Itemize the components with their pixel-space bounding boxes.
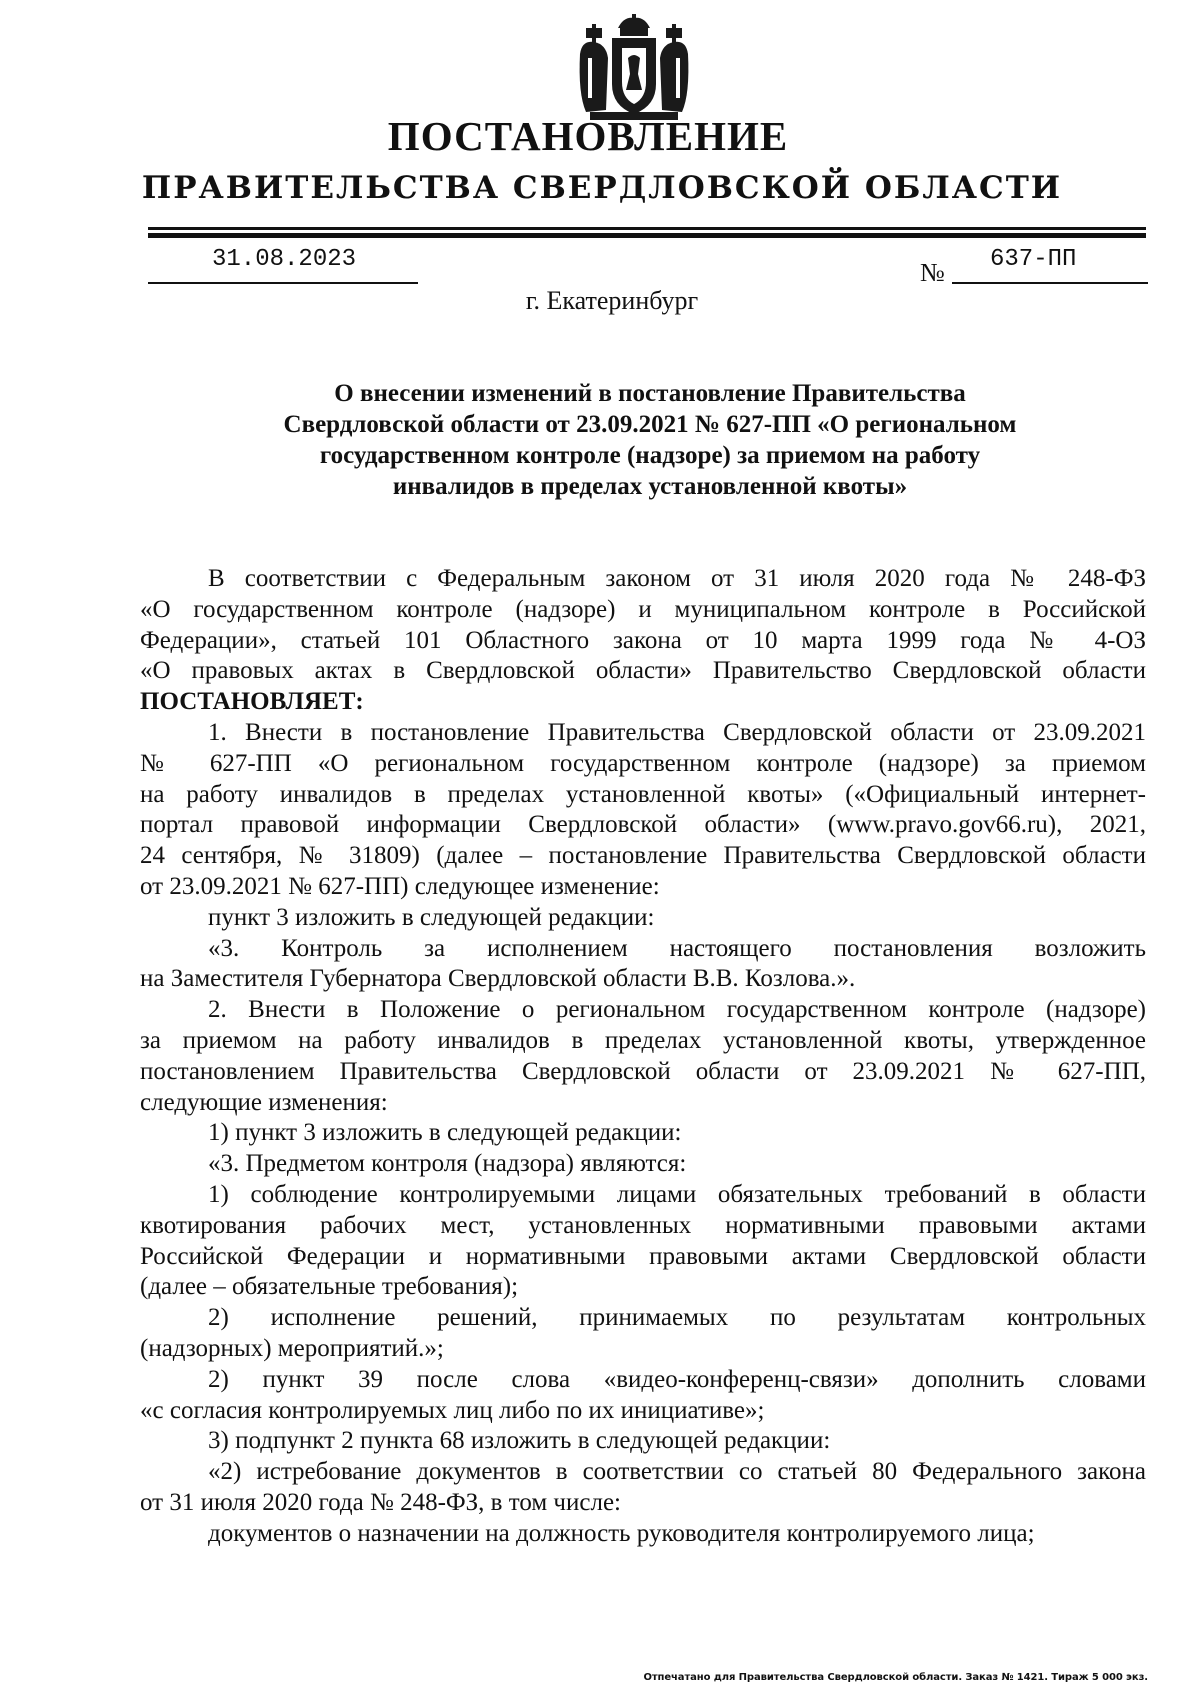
body-line: 2. Внести в Положение о региональном государственном контроле (надзоре): [208, 996, 1146, 1024]
body-line: «О правовых актах в Свердловской области» Правительство Свердловской области: [140, 657, 1146, 685]
heading-line: инвалидов в пределах установленной квоты»: [392, 473, 908, 500]
header-rule-thick: [148, 233, 1146, 238]
body-line: за приемом на работу инвалидов в пределах установленной квоты, утвержденное: [140, 1026, 1146, 1054]
body-line: «3. Предметом контроля (надзора) являются:: [208, 1150, 687, 1178]
body-line-resolves: ПОСТАНОВЛЯЕТ:: [140, 688, 364, 716]
number-underline: [952, 282, 1148, 284]
body-line: следующие изменения:: [140, 1088, 388, 1116]
body-line: от 23.09.2021 № 627-ПП) следующее изменение:: [140, 872, 660, 900]
body-line: от 31 июля 2020 года № 248-ФЗ, в том числе:: [140, 1488, 621, 1516]
body-line: «3. Контроль за исполнением настоящего постановления возложить: [208, 934, 1146, 962]
date-underline: [148, 282, 418, 284]
body-line: «2) истребование документов в соответствии со статьей 80 Федерального закона: [208, 1458, 1146, 1486]
body-line: постановлением Правительства Свердловской области от 23.09.2021 № 627-ПП,: [140, 1057, 1146, 1085]
body-line: Российской Федерации и нормативными правовыми актами Свердловской области: [140, 1242, 1146, 1270]
document-subtitle: ПРАВИТЕЛЬСТВА СВЕРДЛОВСКОЙ ОБЛАСТИ: [141, 170, 1063, 206]
body-line: № 627-ПП «О региональном государственном контроле (надзоре) за приемом: [140, 749, 1146, 777]
body-line: на работу инвалидов в пределах установленной квоты» («Официальный интернет-: [140, 780, 1146, 808]
body-line: (надзорных) мероприятий.»;: [140, 1334, 444, 1362]
document-title: ПОСТАНОВЛЕНИЕ: [387, 113, 789, 159]
body-line: 1. Внести в постановление Правительства Свердловской области от 23.09.2021: [208, 718, 1146, 746]
document-number: 637-ПП: [990, 246, 1077, 273]
body-line: на Заместителя Губернатора Свердловской области В.В. Козлова.».: [140, 965, 856, 993]
body-line: пункт 3 изложить в следующей редакции:: [208, 903, 655, 931]
body-line: «с согласия контролируемых лиц либо по их инициативе»;: [140, 1396, 765, 1424]
body-line: документов о назначении на должность руководителя контролируемого лица;: [208, 1519, 1035, 1547]
number-sign: №: [920, 258, 945, 287]
body-line: «О государственном контроле (надзоре) и муниципальном контроле в Российской: [140, 595, 1146, 623]
document-date: 31.08.2023: [212, 246, 357, 273]
header-rule-thin: [148, 227, 1146, 230]
body-line: 1) пункт 3 изложить в следующей редакции:: [208, 1119, 682, 1147]
document-heading: [150, 378, 1150, 502]
document-city: г. Екатеринбург: [525, 286, 699, 315]
heading-line: О внесении изменений в постановление Правительства: [334, 380, 966, 407]
body-line: 1) соблюдение контролируемыми лицами обязательных требований в области: [208, 1180, 1146, 1208]
body-line: 2) исполнение решений, принимаемых по результатам контрольных: [208, 1304, 1146, 1332]
body-line: 24 сентября, № 31809) (далее – постановление Правительства Свердловской области: [140, 842, 1146, 870]
body-line: 2) пункт 39 после слова «видео-конференц-связи» дополнить словами: [208, 1365, 1146, 1393]
body-line: (далее – обязательные требования);: [140, 1273, 519, 1301]
body-line: 3) подпункт 2 пункта 68 изложить в следующей редакции:: [208, 1427, 831, 1455]
document-body: [140, 564, 1146, 1550]
body-line: В соответствии с Федеральным законом от 31 июля 2020 года № 248-ФЗ: [208, 565, 1146, 592]
heading-line: государственном контроле (надзоре) за приемом на работу: [319, 442, 981, 469]
coat-of-arms-emblem: [572, 14, 696, 122]
print-footer: Отпечатано для Правительства Свердловской области. Заказ № 1421. Тираж 5 000 экз.: [643, 1672, 1148, 1683]
body-line: портал правовой информации Свердловской области» (www.pravo.gov66.ru), 2021,: [140, 811, 1146, 839]
heading-line: Свердловской области от 23.09.2021 № 627-ПП «О региональном: [283, 411, 1017, 438]
body-line: квотирования рабочих мест, установленных нормативными правовыми актами: [140, 1211, 1146, 1239]
body-line: Федерации», статьей 101 Областного закона от 10 марта 1999 года № 4-ОЗ: [140, 626, 1146, 654]
